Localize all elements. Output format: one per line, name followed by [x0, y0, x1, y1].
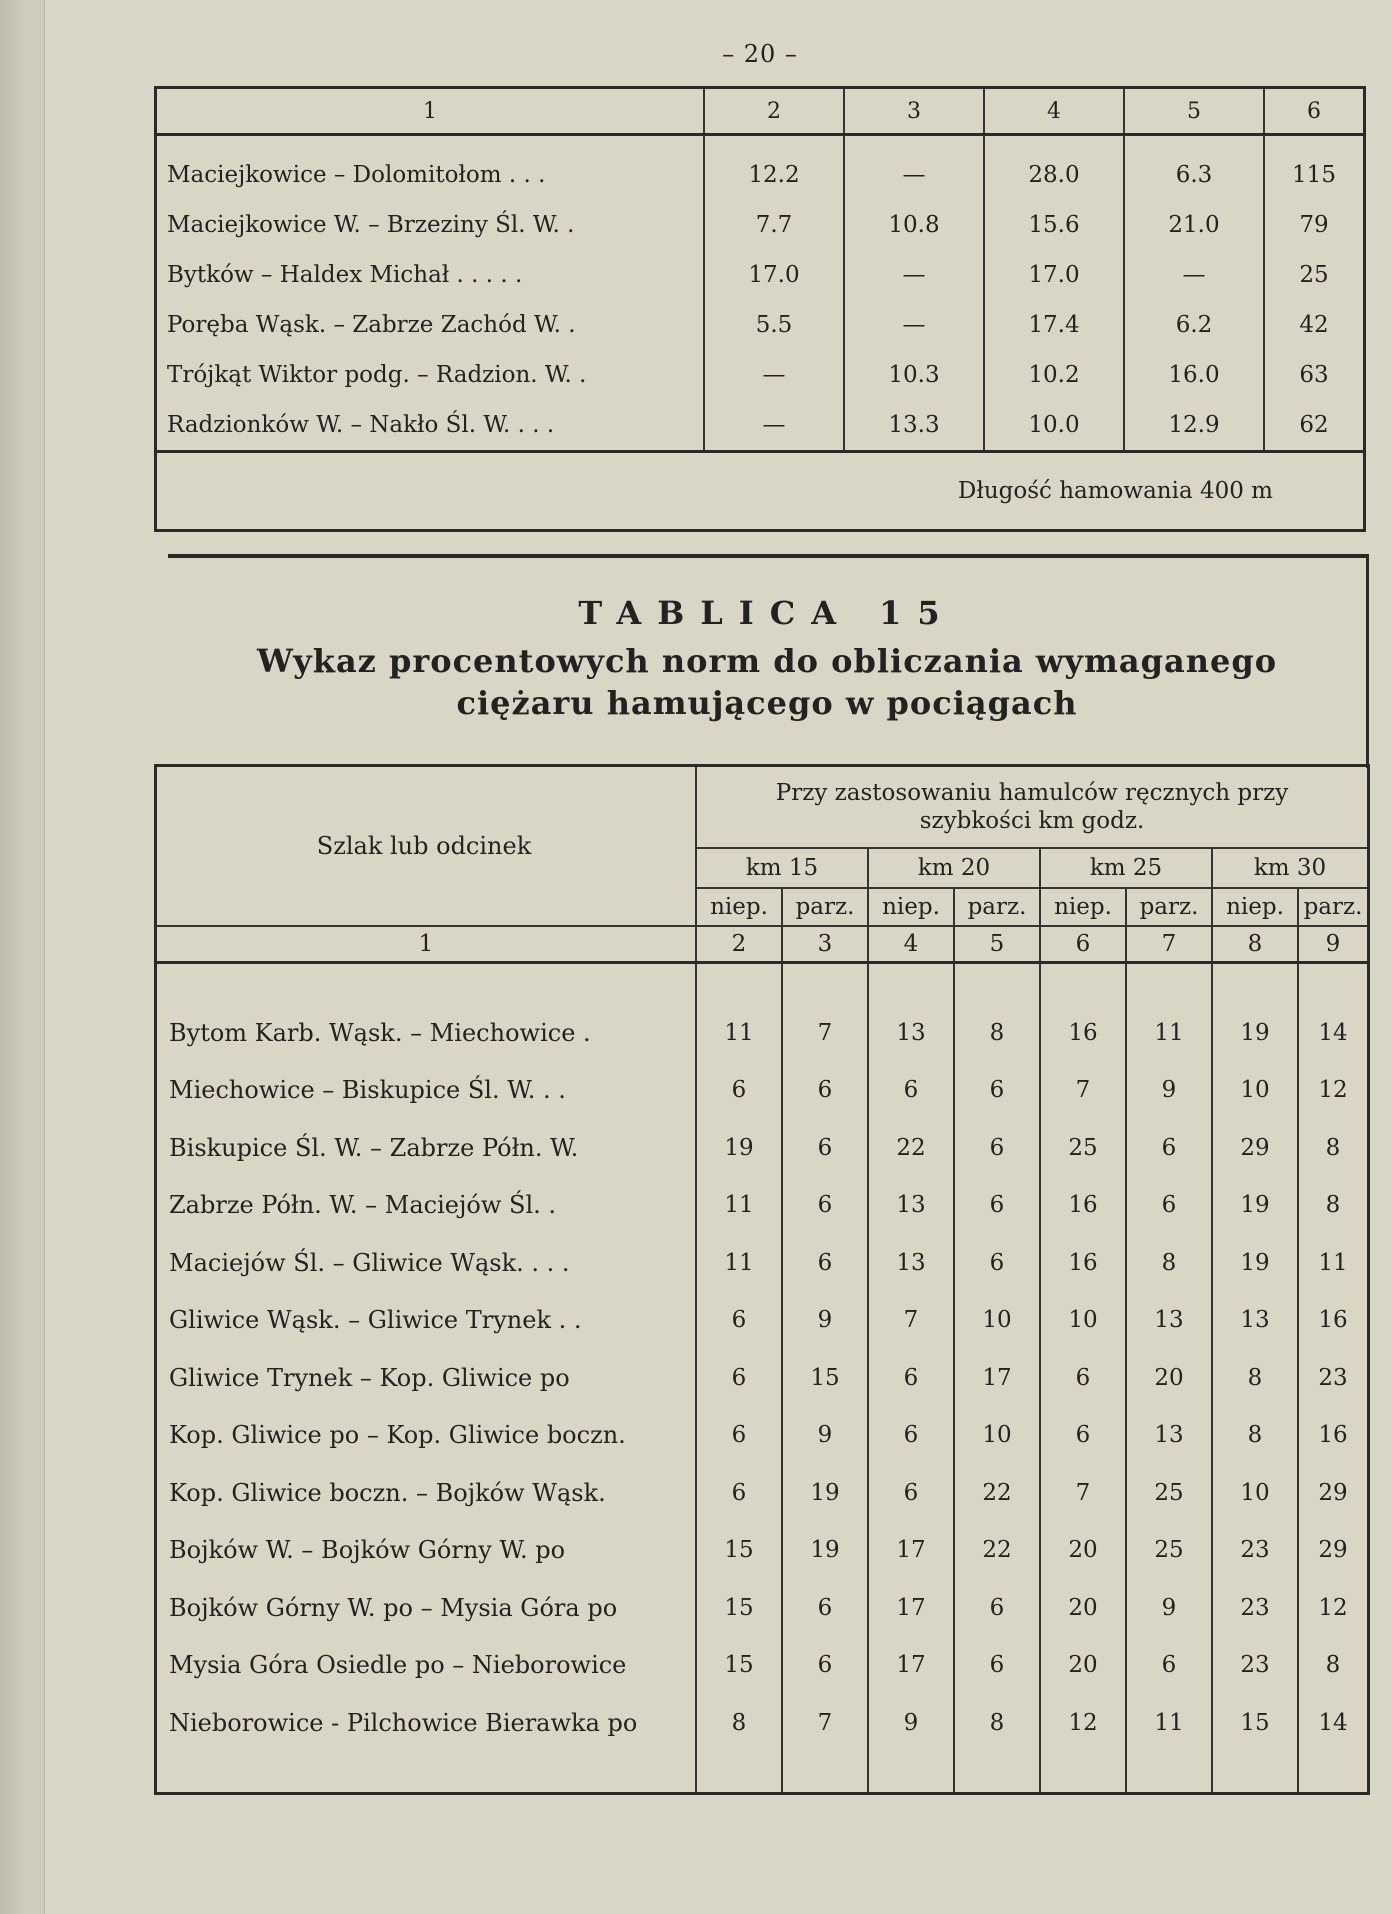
value-cell: —	[844, 250, 984, 300]
value-cell: 19	[1212, 1004, 1298, 1062]
value-cell: 8	[1298, 1637, 1369, 1695]
route-name: Biskupice Śl. W. – Zabrze Półn. W.	[169, 1133, 579, 1162]
table-row	[156, 200, 1365, 250]
value-cell: 8	[954, 1694, 1040, 1752]
value-cell: 12	[1298, 1579, 1369, 1637]
value-cell: 6	[782, 1177, 868, 1235]
value-cell: 23	[1298, 1349, 1369, 1407]
value-cell: 63	[1264, 350, 1365, 400]
value-cell: 6	[782, 1119, 868, 1177]
value-cell: 10	[954, 1407, 1040, 1465]
value-cell: 17	[868, 1637, 954, 1695]
value-cell: 6	[1126, 1119, 1212, 1177]
value-cell: 15	[782, 1349, 868, 1407]
value-cell: 23	[1212, 1522, 1298, 1580]
table-row	[156, 250, 1365, 300]
value-cell: 25	[1040, 1119, 1126, 1177]
route-name: Nieborowice - Pilchowice Bierawka po	[169, 1708, 638, 1737]
value-cell: 17	[954, 1349, 1040, 1407]
value-cell: 11	[696, 1177, 782, 1235]
route-column-header: Szlak lub odcinek	[156, 766, 697, 927]
value-cell: —	[844, 300, 984, 350]
route-name: Gliwice Trynek – Kop. Gliwice po	[169, 1363, 570, 1392]
value-cell: 6	[782, 1062, 868, 1120]
table-row	[156, 1349, 1369, 1407]
value-cell: 10	[1212, 1062, 1298, 1120]
value-cell: 22	[868, 1119, 954, 1177]
table-row	[156, 1119, 1369, 1177]
table-row	[156, 1637, 1369, 1695]
value-cell: 15	[696, 1522, 782, 1580]
value-cell: 6	[1126, 1637, 1212, 1695]
route-name: Bojków W. – Bojków Górny W. po	[169, 1536, 566, 1565]
value-cell: 13	[1212, 1292, 1298, 1350]
value-cell: 19	[782, 1464, 868, 1522]
table-row	[156, 1062, 1369, 1120]
route-name: Poręba Wąsk. – Zabrze Zachód W. .	[167, 312, 576, 338]
value-cell: 7	[1040, 1464, 1126, 1522]
table-row	[156, 350, 1365, 400]
value-cell: 9	[868, 1694, 954, 1752]
value-cell: 20	[1040, 1579, 1126, 1637]
value-cell: 7.7	[704, 200, 844, 250]
value-cell: 8	[1298, 1177, 1369, 1235]
value-cell: 11	[696, 1234, 782, 1292]
value-cell: 8	[1212, 1349, 1298, 1407]
table-top-header-row	[156, 88, 1365, 135]
value-cell: 6	[696, 1407, 782, 1465]
subheader-cell: parz.	[782, 888, 868, 926]
route-name: Trójkąt Wiktor podg. – Radzion. W. .	[167, 362, 587, 388]
table-row	[156, 135, 1365, 201]
value-cell: 6.3	[1124, 135, 1264, 201]
page-gutter	[0, 0, 45, 1914]
table-row	[156, 400, 1365, 452]
value-cell: 16.0	[1124, 350, 1264, 400]
speed-header: km 20	[868, 848, 1040, 888]
value-cell: 6	[954, 1637, 1040, 1695]
value-cell: 10.2	[984, 350, 1124, 400]
table-row	[156, 1004, 1369, 1062]
value-cell: 20	[1126, 1349, 1212, 1407]
value-cell: 11	[1298, 1234, 1369, 1292]
braking-distance-note: Długość hamowania 400 m	[156, 452, 1365, 531]
column-number-cell: 9	[1298, 926, 1369, 963]
value-cell: 23	[1212, 1579, 1298, 1637]
table-caption-line-1: Wykaz procentowych norm do obliczania wymaganego	[256, 642, 1278, 680]
value-cell: 29	[1212, 1119, 1298, 1177]
value-cell: 22	[954, 1464, 1040, 1522]
table-row	[156, 300, 1365, 350]
value-cell: 7	[1040, 1062, 1126, 1120]
value-cell: 15.6	[984, 200, 1124, 250]
value-cell: 16	[1298, 1292, 1369, 1350]
value-cell: 12	[1298, 1062, 1369, 1120]
column-number-cell: 3	[782, 926, 868, 963]
route-name: Bojków Górny W. po – Mysia Góra po	[169, 1593, 618, 1622]
value-cell: 19	[1212, 1234, 1298, 1292]
route-name: Radzionków W. – Nakło Śl. W. . . .	[167, 412, 555, 438]
speed-header: km 30	[1212, 848, 1369, 888]
column-number-cell: 8	[1212, 926, 1298, 963]
value-cell: 42	[1264, 300, 1365, 350]
table-top-header-cell: 4	[984, 88, 1124, 135]
value-cell: 29	[1298, 1522, 1369, 1580]
table-row	[156, 1407, 1369, 1465]
subheader-cell: parz.	[1298, 888, 1369, 926]
value-cell: 25	[1126, 1464, 1212, 1522]
value-cell: 13	[1126, 1292, 1212, 1350]
value-cell: 6	[954, 1234, 1040, 1292]
value-cell: 12.2	[704, 135, 844, 201]
route-name: Bytom Karb. Wąsk. – Miechowice .	[169, 1018, 591, 1047]
value-cell: 19	[1212, 1177, 1298, 1235]
route-name: Zabrze Półn. W. – Maciejów Śl. .	[169, 1191, 557, 1220]
value-cell: 29	[1298, 1464, 1369, 1522]
value-cell: 5.5	[704, 300, 844, 350]
value-cell: 23	[1212, 1637, 1298, 1695]
value-cell: 15	[696, 1579, 782, 1637]
value-cell: 9	[1126, 1062, 1212, 1120]
value-cell: 6	[954, 1579, 1040, 1637]
table-top-header-cell: 6	[1264, 88, 1365, 135]
value-cell: 16	[1040, 1234, 1126, 1292]
value-cell: 6	[868, 1349, 954, 1407]
value-cell: 8	[1126, 1234, 1212, 1292]
spacer-row	[156, 963, 1369, 1005]
value-cell: 79	[1264, 200, 1365, 250]
table-row	[156, 1464, 1369, 1522]
value-cell: 6	[1126, 1177, 1212, 1235]
value-cell: 6	[954, 1177, 1040, 1235]
table-top-header-cell: 1	[156, 88, 705, 135]
value-cell: 17.4	[984, 300, 1124, 350]
value-cell: 17	[868, 1522, 954, 1580]
value-cell: 11	[1126, 1694, 1212, 1752]
value-cell: 62	[1264, 400, 1365, 452]
group-header: Przy zastosowaniu hamulców ręcznych przy szybkości km godz.	[696, 766, 1369, 849]
value-cell: 11	[1126, 1004, 1212, 1062]
value-cell: 11	[696, 1004, 782, 1062]
value-cell: 21.0	[1124, 200, 1264, 250]
value-cell: 6	[868, 1407, 954, 1465]
value-cell: 10.0	[984, 400, 1124, 452]
value-cell: 6	[696, 1349, 782, 1407]
value-cell: 13	[868, 1004, 954, 1062]
subheader-cell: niep.	[1212, 888, 1298, 926]
column-number-row	[156, 926, 1369, 963]
value-cell: 7	[782, 1694, 868, 1752]
column-number-cell: 4	[868, 926, 954, 963]
value-cell: 20	[1040, 1522, 1126, 1580]
route-name: Gliwice Wąsk. – Gliwice Trynek . .	[169, 1306, 582, 1335]
value-cell: 16	[1040, 1004, 1126, 1062]
value-cell: 6	[782, 1637, 868, 1695]
value-cell: 6	[868, 1464, 954, 1522]
column-number-cell: 5	[954, 926, 1040, 963]
table-top-header-cell: 5	[1124, 88, 1264, 135]
table-top	[154, 86, 1366, 532]
value-cell: 10.8	[844, 200, 984, 250]
value-cell: 6	[782, 1234, 868, 1292]
value-cell: 8	[1298, 1119, 1369, 1177]
value-cell: 8	[954, 1004, 1040, 1062]
table-top-header-cell: 2	[704, 88, 844, 135]
table-main	[154, 764, 1370, 1795]
table-main-header-row	[156, 766, 1369, 849]
table-row	[156, 1522, 1369, 1580]
value-cell: 6	[1040, 1349, 1126, 1407]
value-cell: 6	[696, 1292, 782, 1350]
value-cell: 7	[868, 1292, 954, 1350]
value-cell: 8	[696, 1694, 782, 1752]
value-cell: —	[844, 135, 984, 201]
value-cell: 15	[1212, 1694, 1298, 1752]
column-number-cell: 7	[1126, 926, 1212, 963]
value-cell: 6	[868, 1062, 954, 1120]
table-top-header-cell: 3	[844, 88, 984, 135]
value-cell: 28.0	[984, 135, 1124, 201]
route-name: Miechowice – Biskupice Śl. W. . .	[169, 1076, 566, 1105]
spacer-row	[156, 1752, 1369, 1794]
value-cell: 17.0	[984, 250, 1124, 300]
value-cell: 9	[782, 1407, 868, 1465]
route-name: Mysia Góra Osiedle po – Nieborowice	[169, 1651, 627, 1680]
subheader-cell: niep.	[696, 888, 782, 926]
route-name: Maciejów Śl. – Gliwice Wąsk. . . .	[169, 1248, 570, 1277]
value-cell: 9	[782, 1292, 868, 1350]
value-cell: 7	[782, 1004, 868, 1062]
value-cell: 16	[1040, 1177, 1126, 1235]
route-name: Kop. Gliwice po – Kop. Gliwice boczn.	[169, 1421, 626, 1450]
subheader-cell: niep.	[1040, 888, 1126, 926]
value-cell: 13	[1126, 1407, 1212, 1465]
speed-header: km 15	[696, 848, 868, 888]
value-cell: 10	[954, 1292, 1040, 1350]
value-cell: 6	[954, 1119, 1040, 1177]
value-cell: 22	[954, 1522, 1040, 1580]
value-cell: 14	[1298, 1004, 1369, 1062]
value-cell: 6	[782, 1579, 868, 1637]
table-caption-line-2: ciężaru hamującego w pociągach	[456, 684, 1078, 722]
table-title-block	[168, 554, 1369, 768]
value-cell: 6	[696, 1062, 782, 1120]
value-cell: 10	[1040, 1292, 1126, 1350]
value-cell: 10	[1212, 1464, 1298, 1522]
value-cell: 15	[696, 1637, 782, 1695]
value-cell: 17	[868, 1579, 954, 1637]
value-cell: 8	[1212, 1407, 1298, 1465]
value-cell: 6	[696, 1464, 782, 1522]
value-cell: 19	[782, 1522, 868, 1580]
page-number: – 20 –	[722, 40, 798, 68]
value-cell: 20	[1040, 1637, 1126, 1695]
subheader-cell: niep.	[868, 888, 954, 926]
value-cell: 115	[1264, 135, 1365, 201]
value-cell: 13	[868, 1177, 954, 1235]
route-name: Bytków – Haldex Michał . . . . .	[167, 262, 523, 288]
table-row	[156, 1234, 1369, 1292]
column-number-cell: 2	[696, 926, 782, 963]
table-row	[156, 1579, 1369, 1637]
route-name: Maciejkowice W. – Brzeziny Śl. W. .	[167, 212, 575, 238]
speed-header: km 25	[1040, 848, 1212, 888]
route-name: Kop. Gliwice boczn. – Bojków Wąsk.	[169, 1478, 606, 1507]
subheader-cell: parz.	[1126, 888, 1212, 926]
value-cell: 13.3	[844, 400, 984, 452]
column-number-cell: 6	[1040, 926, 1126, 963]
column-number-cell: 1	[156, 926, 697, 963]
value-cell: 12	[1040, 1694, 1126, 1752]
value-cell: 12.9	[1124, 400, 1264, 452]
subheader-cell: parz.	[954, 888, 1040, 926]
value-cell: —	[1124, 250, 1264, 300]
value-cell: —	[704, 350, 844, 400]
table-row	[156, 1292, 1369, 1350]
value-cell: 19	[696, 1119, 782, 1177]
table-number-title: TABLICA 15	[578, 594, 956, 632]
value-cell: 9	[1126, 1579, 1212, 1637]
value-cell: 25	[1264, 250, 1365, 300]
value-cell: 13	[868, 1234, 954, 1292]
value-cell: 10.3	[844, 350, 984, 400]
value-cell: —	[704, 400, 844, 452]
value-cell: 6.2	[1124, 300, 1264, 350]
value-cell: 25	[1126, 1522, 1212, 1580]
table-row	[156, 1694, 1369, 1752]
route-name: Maciejkowice – Dolomitołom . . .	[167, 162, 546, 188]
value-cell: 6	[954, 1062, 1040, 1120]
table-row	[156, 1177, 1369, 1235]
value-cell: 6	[1040, 1407, 1126, 1465]
value-cell: 16	[1298, 1407, 1369, 1465]
value-cell: 17.0	[704, 250, 844, 300]
table-top-footer-row	[156, 452, 1365, 531]
value-cell: 14	[1298, 1694, 1369, 1752]
